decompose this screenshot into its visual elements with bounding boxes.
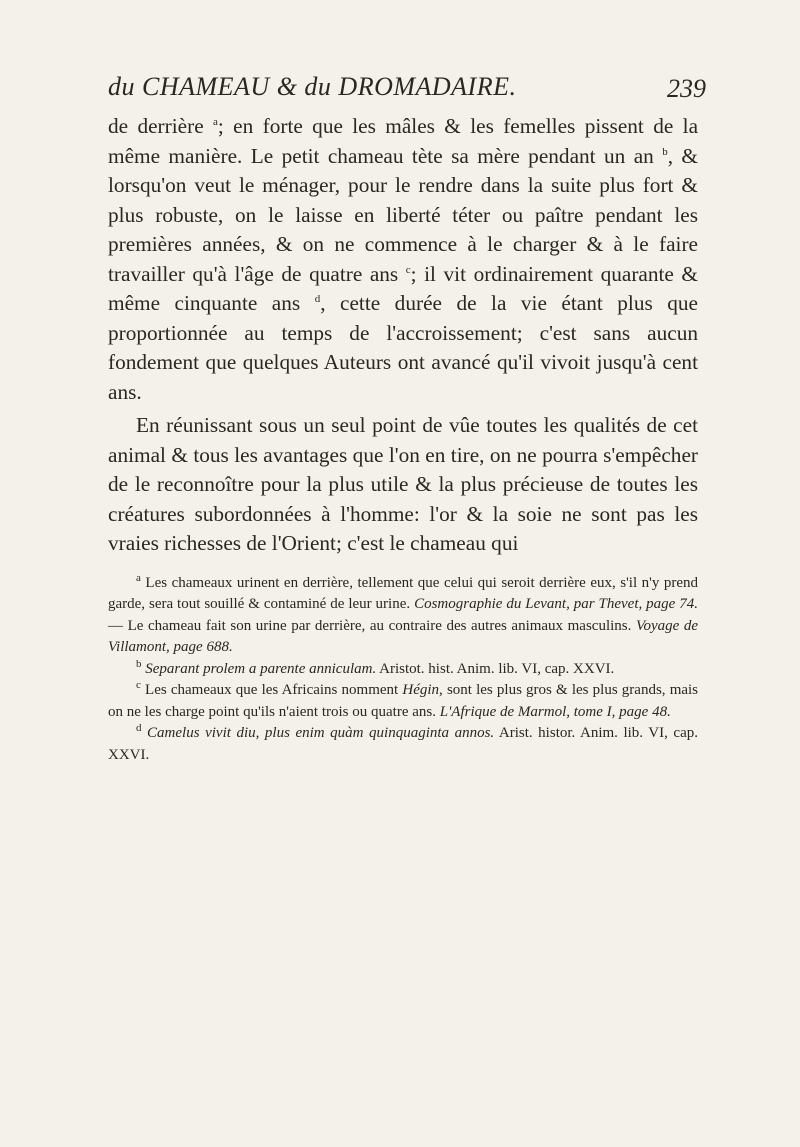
footnote-b-quote: Separant prolem a parente anniculam. bbox=[145, 660, 377, 677]
p1-part-d: ; il vit ordinairement quarante & même cinquante ans bbox=[108, 261, 698, 315]
paragraph-2: En réunissant sous un seul point de vûe toutes les qualités de cet animal & tous les avantages que l'on en tire, on ne pourra s'empêcher de le reconnoître pour la plus utile & la plus précieuse de toutes les créatures subordonnées à l'homme: l'or & la soie ne sont pas les vraies richesses de l'Orient; c'est le chameau qui bbox=[108, 413, 698, 555]
footnote-mark-d: d bbox=[314, 292, 321, 305]
footnote-mark-c: c bbox=[405, 263, 411, 276]
footnote-d-quote: Camelus vivit diu, plus enim quàm quinquaginta annos. bbox=[147, 725, 495, 741]
footnote-b-mark: b bbox=[136, 657, 142, 670]
footnote-a-ref2: Voyage de Villamont, page 688. bbox=[108, 617, 698, 655]
footnote-c-text2: sont les plus gros & les plus grands, mais on ne les charge point qu'ils n'aient trois ou quatre ans. bbox=[108, 682, 699, 720]
p1-part-b: ; en forte que les mâles & les femelles pissent de la même manière. Le petit chameau tète sa mère pendant un an bbox=[108, 114, 699, 168]
p1-part-e: , cette durée de la vie étant plus que proportionnée au temps de l'accroissement; c'est sans aucun fondement que quelques Auteurs ont avancé qu'il vivoit jusqu'à cent ans. bbox=[108, 291, 699, 404]
footnote-b-ref: Aristot. hist. Anim. lib. VI, cap. XXVI. bbox=[379, 660, 615, 677]
running-title: du CHAMEAU & du DROMADAIRE. bbox=[108, 72, 517, 101]
footnote-mark-a: a bbox=[213, 115, 218, 128]
footnote-a-text2: — Le chameau fait son urine par derrière, au contraire des autres animaux masculins. bbox=[108, 617, 632, 634]
page-number: 239 bbox=[667, 74, 706, 103]
footnote-d-mark: d bbox=[136, 722, 142, 734]
footnote-a-mark: a bbox=[136, 571, 141, 584]
p1-part-a: de derrière bbox=[108, 114, 204, 138]
footnote-c-word: Hégin, bbox=[402, 682, 443, 698]
footnote-a-ref1: Cosmographie du Levant, par Thevet, page 74. bbox=[414, 596, 699, 612]
footnote-c-text: Les chameaux que les Africains nomment bbox=[145, 682, 399, 698]
footnote-c bbox=[108, 680, 698, 723]
footnote-a bbox=[108, 573, 698, 659]
page-header bbox=[108, 72, 706, 110]
footnote-b bbox=[108, 659, 698, 681]
footnote-a-text: Les chameaux urinent en derrière, tellement que celui qui seroit derrière eux, s'il n'y prend garde, sera tout souillé & contaminé de leur urine. bbox=[108, 574, 699, 612]
footnote-mark-b: b bbox=[662, 145, 668, 158]
footnotes bbox=[108, 573, 698, 767]
book-page bbox=[108, 72, 706, 766]
footnote-c-ref: L'Afrique de Marmol, tome I, page 48. bbox=[439, 703, 671, 720]
footnote-d-ref: Arist. histor. Anim. lib. VI, cap. XXVI. bbox=[108, 725, 698, 763]
footnote-d bbox=[108, 723, 698, 766]
paragraph-1 bbox=[108, 112, 698, 407]
footnote-c-mark: c bbox=[136, 679, 141, 691]
p1-part-c: , & lorsqu'on veut le ménager, pour le rendre dans la suite plus fort & plus robuste, on le laisse en liberté téter ou paître pendant les premières années, & on ne commence à le charger & à le faire travailler qu'à l'âge de quatre ans bbox=[108, 143, 698, 286]
main-text bbox=[108, 112, 698, 559]
